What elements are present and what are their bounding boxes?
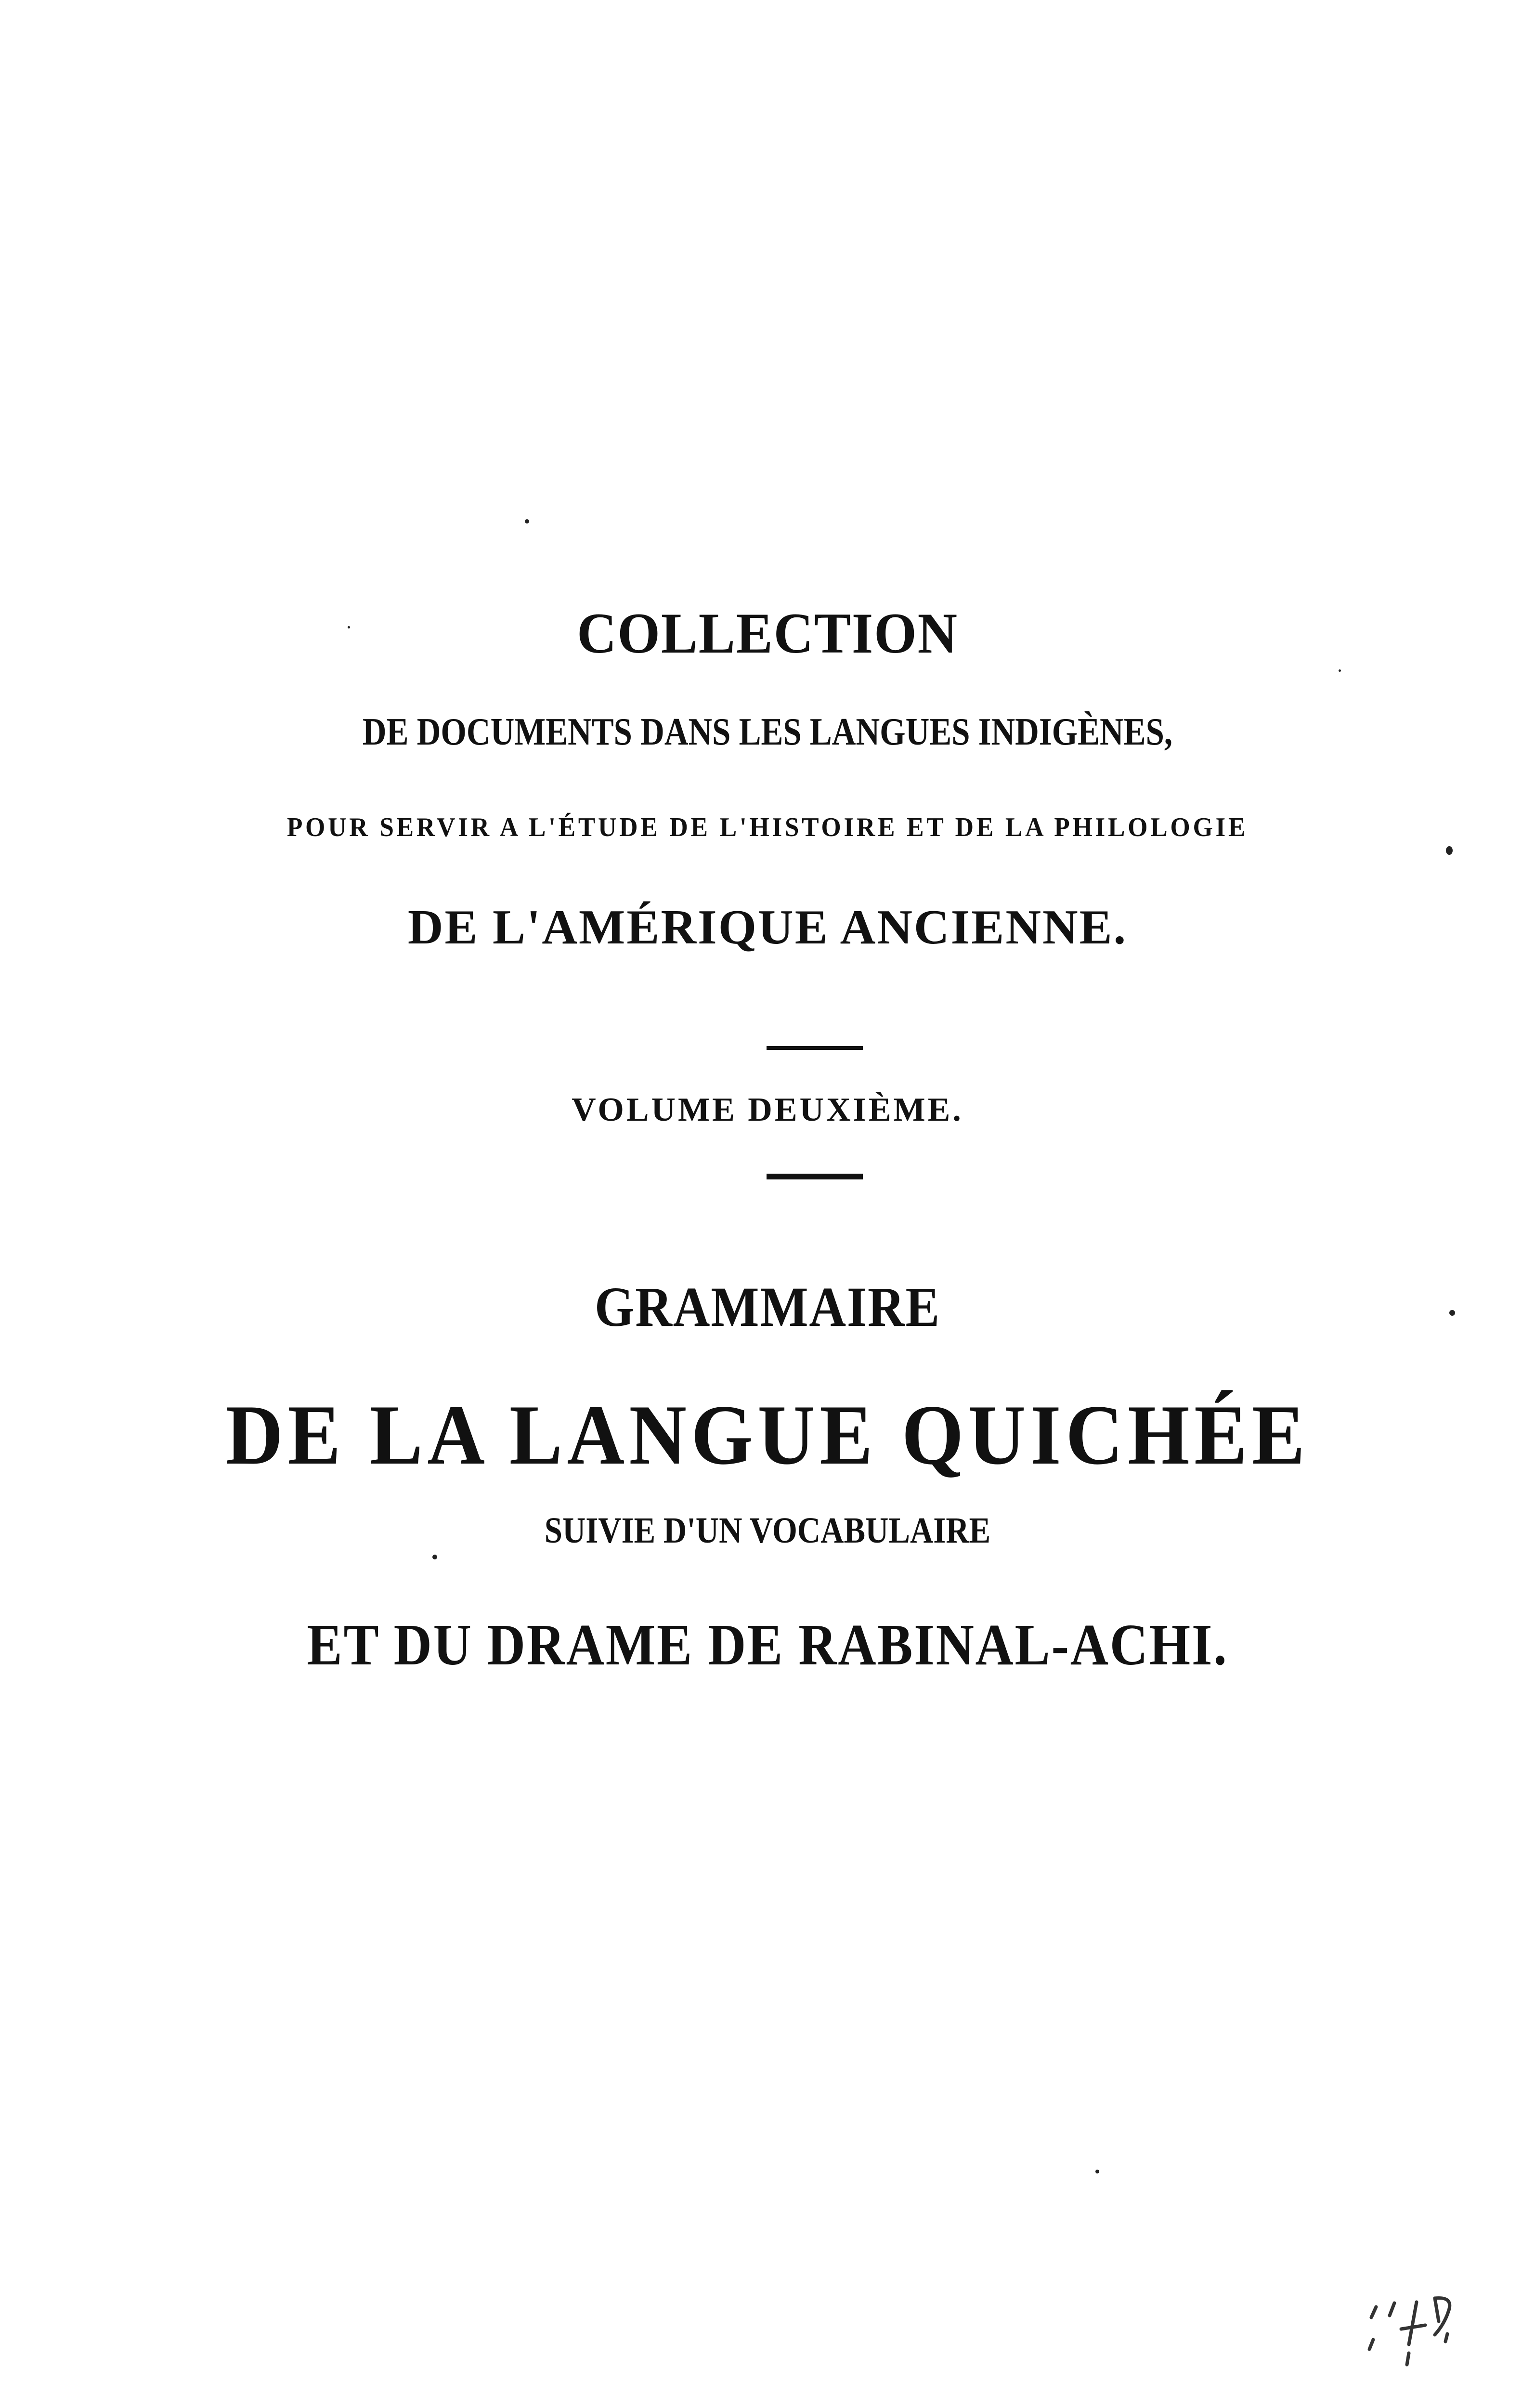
volume-number: VOLUME DEUXIÈME. bbox=[572, 1091, 963, 1128]
pencil-shelfmark-scribble-icon bbox=[1363, 2288, 1473, 2374]
book-subtitle-vocabulaire: SUIVIE D'UN VOCABULAIRE bbox=[544, 1510, 991, 1551]
scan-speck bbox=[432, 1555, 437, 1559]
book-title-main: DE LA LANGUE QUICHÉE bbox=[225, 1387, 1310, 1482]
series-title: COLLECTION bbox=[577, 601, 958, 665]
scan-speck bbox=[1095, 2170, 1099, 2173]
scan-speck bbox=[1449, 1310, 1455, 1316]
series-subtitle-documents: DE DOCUMENTS DANS LES LANGUES INDIGÈNES, bbox=[362, 711, 1173, 753]
divider-rule-bottom bbox=[767, 1174, 863, 1179]
scan-speck bbox=[1446, 846, 1453, 855]
divider-rule-top bbox=[767, 1046, 863, 1050]
book-subtitle-drame: ET DU DRAME DE RABINAL-ACHI. bbox=[307, 1612, 1228, 1677]
series-subtitle-region: DE L'AMÉRIQUE ANCIENNE. bbox=[407, 900, 1128, 955]
series-subtitle-purpose: POUR SERVIR A L'ÉTUDE DE L'HISTOIRE ET DE LA PHILOLOGIE bbox=[286, 812, 1249, 842]
scan-speck bbox=[348, 626, 350, 628]
scan-speck bbox=[525, 519, 529, 523]
book-title-grammaire: GRAMMAIRE bbox=[594, 1275, 941, 1338]
scan-speck bbox=[1339, 669, 1341, 672]
